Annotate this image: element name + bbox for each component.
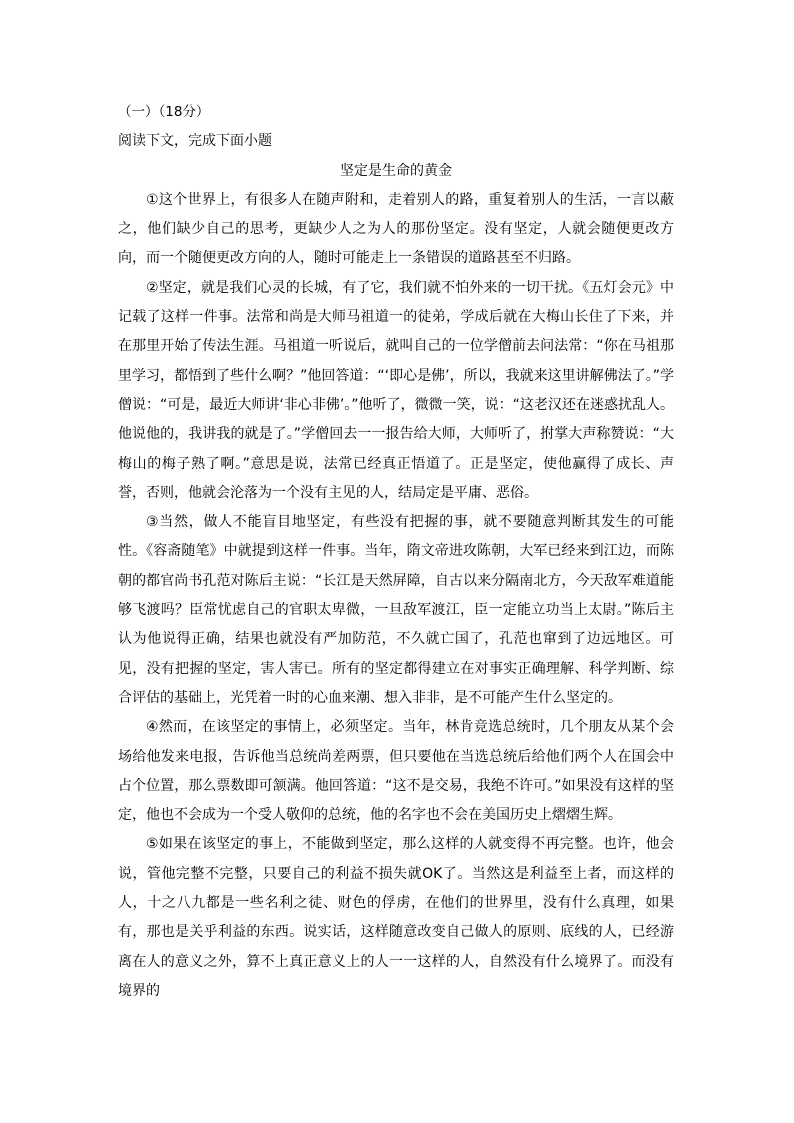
- paragraph-5: ⑤如果在该坚定的事上，不能做到坚定，那么这样的人就变得不再完整。也许，他会说，管他完整不完整，只要自己的利益不损失就OK了。当然这是利益至上者，而这样的人，十之八九都是一些名利之徒、财色的俘虏，在他们的世界里，没有什么真理，如果有，那也是关乎利益的东西。说实话，这样随意改变自己做人的原则、底线的人，已经游离在人的意义之外，算不上真正意义上的人一一这样的人，自然没有什么境界了。而没有境界的: [118, 836, 674, 999]
- paragraph-4: ④然而，在该坚定的事情上，必须坚定。当年，林肯竞选总统时，几个朋友从某个会场给他发来电报，告诉他当总统尚差两票，但只要他在当选总统后给他们两个人在国会中占个位置，那么票数即可颔满。他回答道：“这不是交易，我绝不许可。”如果没有这样的坚定，他也不会成为一个受人敬仰的总统，他的名字也不会在美国历史上熠熠生辉。: [118, 719, 674, 824]
- paragraph-1: ①这个世界上，有很多人在随声附和，走着别人的路，重复着别人的生活，一言以蔽之，他们缺少自己的思考，更缺少人之为人的那份坚定。没有坚定，人就会随便更改方向，而一个随便更改方向的人，随时可能走上一条错误的道路甚至不归路。: [118, 191, 674, 267]
- article-title: 坚定是生命的黄金: [340, 162, 452, 179]
- section-heading: （一）（18分）: [118, 104, 210, 120]
- paragraph-3: ③当然，做人不能盲目地坚定，有些没有把握的事，就不要随意判断其发生的可能性。《容斋随笔》中就提到这样一件事。当年，隋文帝进攻陈朝，大军已经来到江边，而陈朝的都官尚书孔范对陈后主说：“长江是天然屏障，自古以来分隔南北方，今天敌军难道能够飞渡吗？臣常忧虑自己的官职太卑微，一旦敌军渡江，臣一定能立功当上太尉。”陈后主认为他说得正确，结果也就没有严加防范，不久就亡国了，孔范也窜到了边远地区。可见，没有把握的坚定，害人害已。所有的坚定都得建立在对事实正确理解、科学判断、综合评估的基础上，光凭着一时的心血来潮、想入非非，是不可能产生什么坚定的。: [118, 514, 674, 706]
- document-page: [118, 98, 674, 1006]
- reading-instruction: 阅读下文，完成下面小题: [118, 133, 272, 150]
- paragraph-2: ②坚定，就是我们心灵的长城，有了它，我们就不怕外来的一切干扰。《五灯会元》中记载了这样一件事。法常和尚是大师马祖道一的徒弟，学成后就在大梅山长住了下来，并在那里开始了传法生涯。马祖道一听说后，就叫自己的一位学僧前去问法常：“你在马祖那里学习，都悟到了些什么啊？”他回答道：“‘即心是佛’，所以，我就来这里讲解佛法了。”学僧说：“可是，最近大师讲‘非心非佛’。”他听了，微微一笑，说：“这老汉还在迷惑扰乱人。他说他的，我讲我的就是了。”学僧回去一一报告给大师，大师听了，拊掌大声称赞说：“大梅山的梅子熟了啊。”意思是说，法常已经真正悟道了。正是坚定，使他赢得了成长、声誉，否则，他就会沦落为一个没有主见的人，结局定是平庸、恶俗。: [118, 279, 674, 501]
